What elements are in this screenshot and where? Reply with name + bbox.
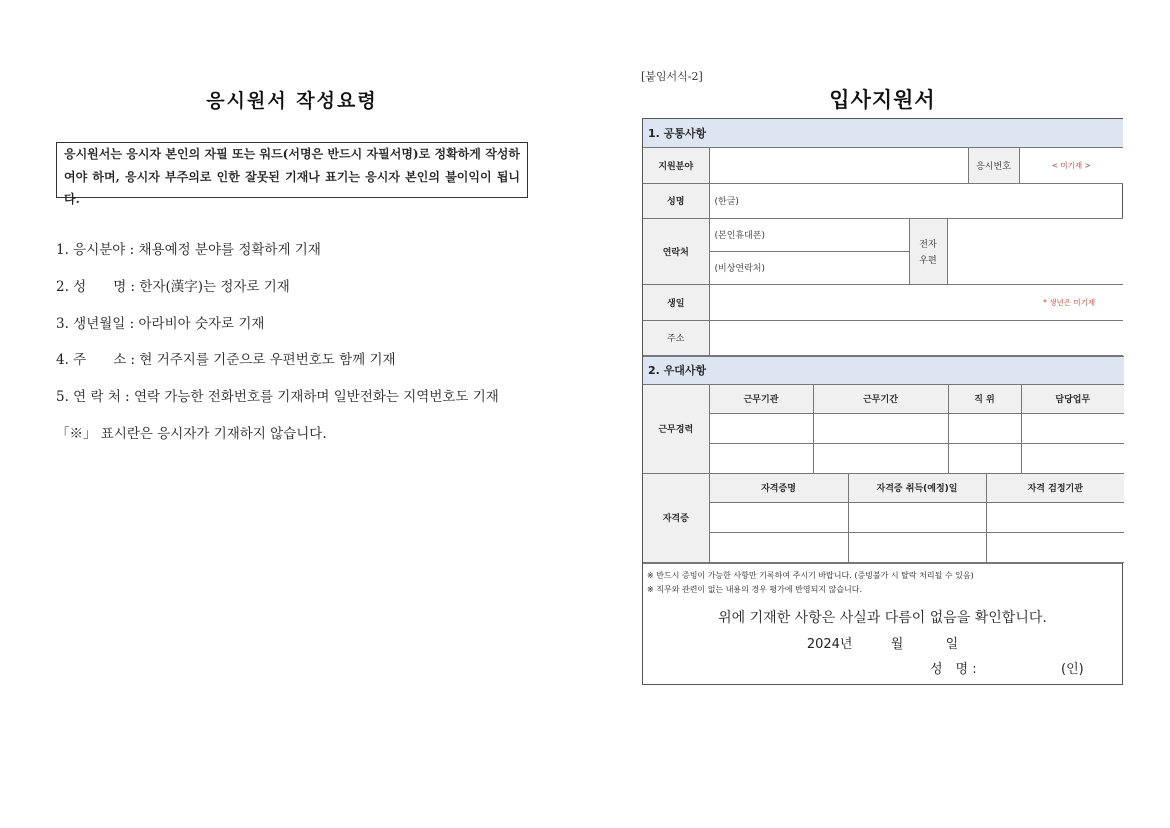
cert-issuer-input[interactable] bbox=[986, 532, 1124, 562]
emergency-contact-input[interactable]: (비상연락처) bbox=[709, 251, 909, 284]
signature-label: 성 명 : bbox=[930, 661, 977, 677]
common-info-table bbox=[643, 119, 1123, 356]
birth-label: 생일 bbox=[643, 284, 709, 320]
exam-no-unfilled: < 미기재 > bbox=[1051, 160, 1091, 170]
career-col-position: 직 위 bbox=[948, 384, 1021, 413]
instruction-label: 2. 성 명 : bbox=[56, 278, 136, 295]
instruction-note: 「※」 표시란은 응시자가 기재하지 않습니다. bbox=[56, 425, 327, 442]
instruction-list bbox=[56, 240, 536, 448]
name-label: 성명 bbox=[643, 183, 709, 218]
address-input[interactable] bbox=[709, 320, 1123, 355]
section-header-common: 1. 공통사항 bbox=[643, 119, 1123, 147]
career-label: 근무경력 bbox=[643, 384, 709, 473]
email-input[interactable] bbox=[947, 218, 1123, 284]
attachment-label: [붙임서식-2] bbox=[641, 70, 703, 83]
contact-label: 연락처 bbox=[643, 218, 709, 284]
instruction-label: 3. 생년월일 : bbox=[56, 315, 135, 332]
mobile-input[interactable]: (본인휴대폰) bbox=[709, 218, 909, 251]
cert-issuer-input[interactable] bbox=[986, 502, 1124, 532]
cert-col-name: 자격증명 bbox=[709, 473, 848, 502]
cert-date-input[interactable] bbox=[848, 532, 986, 562]
career-period-input[interactable] bbox=[813, 443, 948, 473]
career-col-org: 근무기관 bbox=[709, 384, 813, 413]
date-month[interactable]: 월 bbox=[890, 636, 904, 652]
application-form bbox=[642, 118, 1123, 685]
career-duty-input[interactable] bbox=[1021, 413, 1124, 443]
form-footer bbox=[643, 563, 1122, 684]
career-position-input[interactable] bbox=[948, 443, 1021, 473]
cert-name-input[interactable] bbox=[709, 502, 848, 532]
career-position-input[interactable] bbox=[948, 413, 1021, 443]
exam-no-label: 응시번호 bbox=[968, 147, 1019, 183]
email-label-line2: 우편 bbox=[919, 255, 937, 266]
confirmation-statement: 위에 기재한 사항은 사실과 다름이 없음을 확인합니다. bbox=[718, 609, 1047, 626]
footer-note-relevance: ※ 직무와 관련이 없는 내용의 경우 평가에 반영되지 않습니다. bbox=[647, 584, 863, 594]
instruction-item bbox=[56, 240, 536, 277]
instruction-text: 연락 가능한 전화번호를 기재하며 일반전화는 지역번호도 기재 bbox=[134, 389, 499, 406]
address-label: 주소 bbox=[643, 320, 709, 355]
career-period-input[interactable] bbox=[813, 413, 948, 443]
career-duty-input[interactable] bbox=[1021, 443, 1124, 473]
signature-line bbox=[647, 656, 1118, 678]
instruction-label: 4. 주 소 : bbox=[56, 352, 136, 369]
field-input[interactable] bbox=[709, 147, 968, 183]
form-title: 입사지원서 bbox=[829, 88, 936, 112]
exam-no-value bbox=[1019, 147, 1123, 183]
preference-table bbox=[643, 356, 1124, 563]
field-label: 지원분야 bbox=[643, 147, 709, 183]
notice-box: 응시원서는 응시자 본인의 자필 또는 워드(서명은 반드시 자필서명)로 정확하게 작성하여야 하며, 응시자 부주의로 인한 잘못된 기재나 표기는 응시자 본인의 불이익이 됩니다. bbox=[56, 142, 528, 198]
instruction-item bbox=[56, 314, 536, 351]
cert-name-input[interactable] bbox=[709, 532, 848, 562]
email-label bbox=[909, 218, 947, 284]
career-col-duty: 담당업무 bbox=[1021, 384, 1124, 413]
footer-note-evidence: ※ 반드시 증빙이 가능한 사항만 기록하여 주시기 바랍니다. (증빙불가 시 탈락 처리될 수 있음) bbox=[647, 570, 974, 580]
cert-label: 자격증 bbox=[643, 473, 709, 562]
instruction-text: 아라비아 숫자로 기재 bbox=[138, 315, 265, 332]
career-org-input[interactable] bbox=[709, 443, 813, 473]
cert-date-input[interactable] bbox=[848, 502, 986, 532]
name-input[interactable]: (한글) bbox=[709, 183, 1123, 218]
instruction-label: 5. 연 락 처 : bbox=[56, 389, 130, 406]
cert-col-issuer: 자격 검정기관 bbox=[986, 473, 1124, 502]
instruction-item bbox=[56, 277, 536, 314]
guide-title: 응시원서 작성요령 bbox=[206, 90, 378, 112]
instruction-item bbox=[56, 350, 536, 387]
career-org-input[interactable] bbox=[709, 413, 813, 443]
date-year: 2024년 bbox=[806, 636, 853, 652]
instruction-text: 채용예정 분야를 정확하게 기재 bbox=[138, 242, 321, 258]
instruction-text: 한자(漢字)는 정자로 기재 bbox=[139, 278, 290, 295]
section-header-preference: 2. 우대사항 bbox=[643, 356, 1124, 384]
date-line bbox=[647, 633, 1118, 652]
email-label-line1: 전자 bbox=[919, 239, 937, 250]
instruction-item bbox=[56, 387, 536, 424]
birth-note: * 생년은 미기재 bbox=[1043, 297, 1096, 307]
birth-input[interactable] bbox=[709, 284, 1123, 320]
date-day[interactable]: 일 bbox=[945, 636, 959, 652]
instruction-text: 현 거주지를 기준으로 우편번호도 함께 기재 bbox=[139, 352, 396, 369]
seal-mark[interactable]: (인) bbox=[1061, 661, 1084, 677]
career-col-period: 근무기간 bbox=[813, 384, 948, 413]
instruction-label: 1. 응시분야 : bbox=[56, 242, 135, 258]
cert-col-date: 자격증 취득(예정)일 bbox=[848, 473, 986, 502]
